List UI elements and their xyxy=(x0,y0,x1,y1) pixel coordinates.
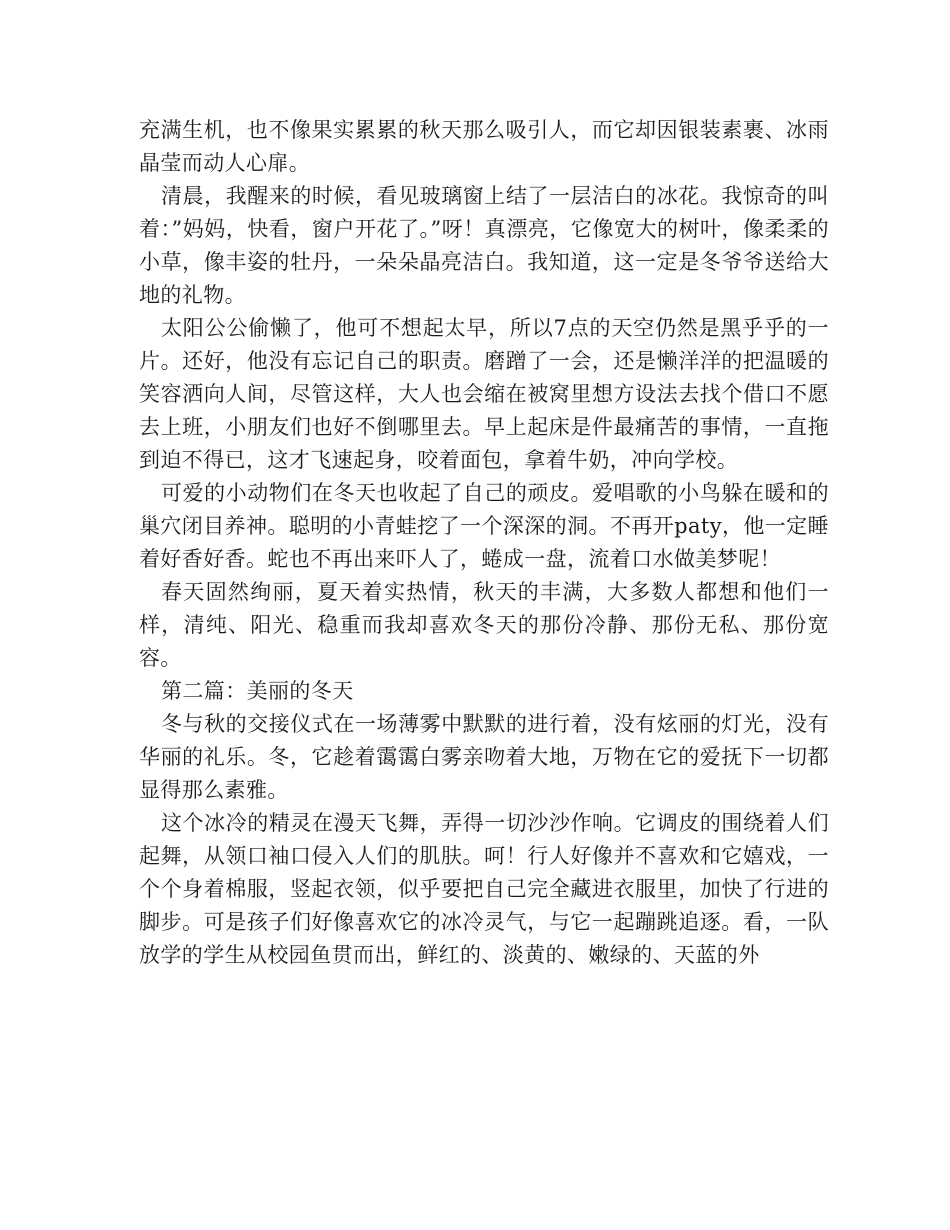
paragraph-7: 这个冰冷的精灵在漫天飞舞，弄得一切沙沙作响。它调皮的围绕着人们起舞，从领口袖口侵入人们的肌肤。呵！行人好像并不喜欢和它嬉戏，一个个身着棉服，竖起衣领，似乎要把自己完全藏进衣服里，加快了行进的脚步。可是孩子们好像喜欢它的冰冷灵气，与它一起蹦跳追逐。看，一队放学的学生从校园鱼贯而出，鲜红的、淡黄的、嫩绿的、天蓝的外 xyxy=(139,811,829,967)
paragraph-1: 充满生机，也不像果实累累的秋天那么吸引人，而它却因银装素裹、冰雨晶莹而动人心扉。 xyxy=(139,118,829,175)
paragraph-3: 太阳公公偷懒了，他可不想起太早，所以7点的天空仍然是黑乎乎的一片。还好，他没有忘记自己的职责。磨蹭了一会，还是懒洋洋的把温暖的笑容洒向人间，尽管这样，大人也会缩在被窝里想方设法去找个借口不愿去上班，小朋友们也好不倒哪里去。早上起床是件最痛苦的事情，一直拖到迫不得已，这才飞速起身，咬着面包，拿着牛奶，冲向学校。 xyxy=(139,316,829,472)
paragraph-5: 春天固然绚丽，夏天着实热情，秋天的丰满，大多数人都想和他们一样，清纯、阳光、稳重而我却喜欢冬天的那份冷静、那份无私、那份宽容。 xyxy=(139,580,829,670)
paragraph-6: 冬与秋的交接仪式在一场薄雾中默默的进行着，没有炫丽的灯光，没有华丽的礼乐。冬，它趁着霭霭白雾亲吻着大地，万物在它的爱抚下一切都显得那么素雅。 xyxy=(139,712,829,802)
document-body xyxy=(139,114,829,972)
section-title: 第二篇：美丽的冬天 xyxy=(161,679,354,703)
paragraph-4: 可爱的小动物们在冬天也收起了自己的顽皮。爱唱歌的小鸟躲在暖和的巢穴闭目养神。聪明的小青蛙挖了一个深深的洞。不再开paty，他一定睡着好香好香。蛇也不再出来吓人了，蜷成一盘，流着口水做美梦呢！ xyxy=(139,481,829,571)
paragraph-2: 清晨，我醒来的时候，看见玻璃窗上结了一层洁白的冰花。我惊奇的叫着：”妈妈，快看，窗户开花了。”呀！真漂亮，它像宽大的树叶，像柔柔的小草，像丰姿的牡丹，一朵朵晶亮洁白。我知道，这一定是冬爷爷送给大地的礼物。 xyxy=(139,184,829,307)
